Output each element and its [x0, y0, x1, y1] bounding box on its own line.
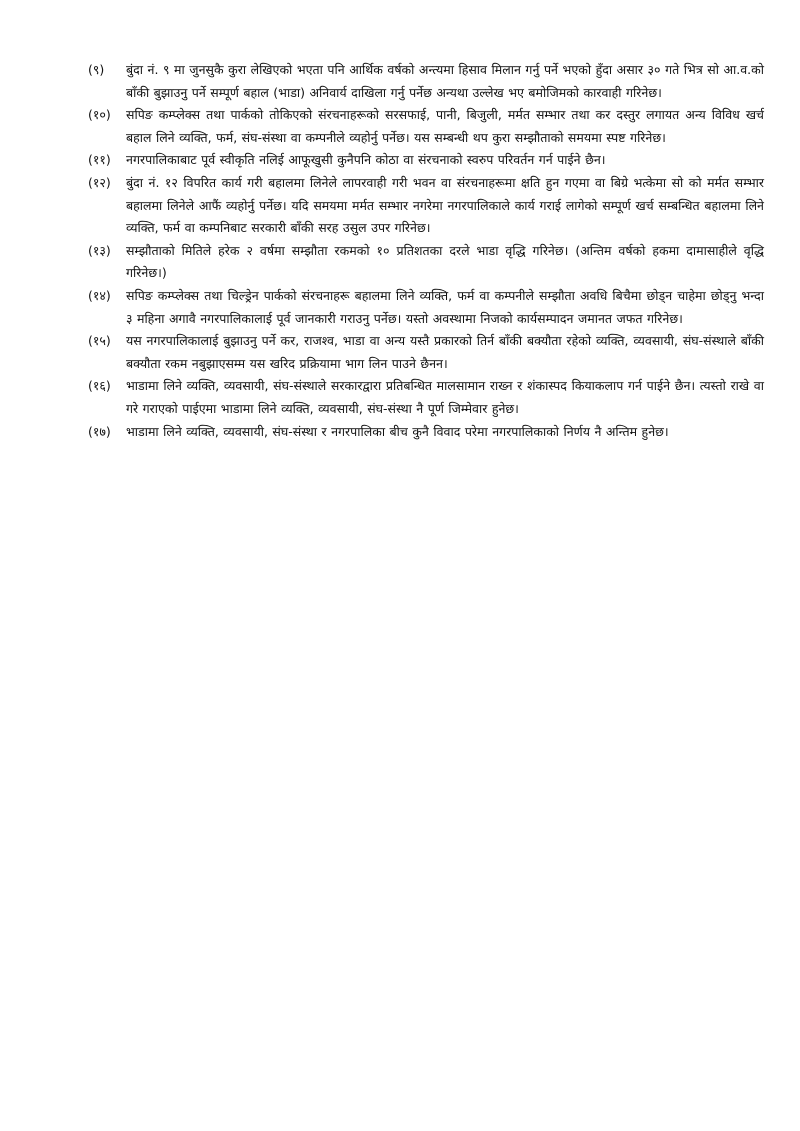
clause-number: (१५): [88, 333, 111, 349]
clause-16: [88, 375, 764, 420]
clause-number: (९): [88, 62, 105, 77]
clause-text: बुंदा नं. १२ विपरित कार्य गरी बहालमा लिनेले लापरवाही गरी भवन वा संरचनाहरूमा क्षति हुन गएमा वा बिग्रे भत्केमा सो को मर्मत सम्भार बहालमा लिनेले आफैं व्यहोर्नु पर्नेछ। यदि समयमा मर्मत सम्भार नगरेमा नगरपालिकाले कार्य गराई लागेको सम्पूर्ण खर्च सम्बन्धित बहालमा लिने व्यक्ति, फर्म वा कम्पनिबाट सरकारी बाँकी सरह उसुल उपर गरिनेछ।: [126, 174, 764, 236]
clause-number: (१४): [88, 287, 111, 303]
clause-11: [88, 149, 764, 172]
clause-text: यस नगरपालिकालाई बुझाउनु पर्ने कर, राजश्व, भाडा वा अन्य यस्तै प्रकारको तिर्न बाँकी बक्यौता रहेको व्यक्ति, व्यवसायी, संघ-संस्थाले बाँकी बक्यौता रकम नबुझाएसम्म यस खरिद प्रक्रियामा भाग लिन पाउने छैनन।: [126, 333, 764, 371]
clause-number: (१७): [88, 423, 111, 439]
clause-number: (१२): [88, 174, 111, 190]
clause-text: नगरपालिकाबाट पूर्व स्वीकृति नलिई आफूखुसी कुनैपनि कोठा वा संरचनाको स्वरुप परिवर्तन गर्न पाईने छैन।: [126, 152, 606, 168]
clause-13: [88, 240, 764, 285]
clause-14: [88, 285, 764, 330]
clause-text: सपिङ कम्प्लेक्स तथा चिल्ड्रेन पार्कको संरचनाहरू बहालमा लिने व्यक्ति, फर्म वा कम्पनीले सम्झौता अवधि बिचैमा छोड्न चाहेमा छोड्नु भन्दा ३ महिना अगावै नगरपालिकालाई पूर्व जानकारी गराउनु पर्नेछ। यस्तो अवस्थामा निजको कार्यसम्पादन जमानत जफत गरिनेछ।: [126, 287, 764, 326]
clause-number: (११): [88, 152, 111, 168]
clause-number: (१३): [88, 242, 111, 258]
clause-12: [88, 172, 764, 240]
clause-text: भाडामा लिने व्यक्ति, व्यवसायी, संघ-संस्था र नगरपालिका बीच कुनै विवाद परेमा नगरपालिकाको निर्णय नै अन्तिम हुनेछ।: [126, 423, 669, 439]
clause-9: [88, 59, 764, 104]
clause-number: (१०): [88, 107, 111, 123]
clause-15: [88, 330, 764, 375]
clause-text: सपिङ कम्प्लेक्स तथा पार्कको तोकिएको संरचनाहरूको सरसफाई, पानी, बिजुली, मर्मत सम्भार तथा कर दस्तुर लगायत अन्य विविध खर्च बहाल लिने व्यक्ति, फर्म, संघ-संस्था वा कम्पनीले व्यहोर्नु पर्नेछ। यस सम्बन्धी थप कुरा सम्झौताको समयमा स्पष्ट गरिनेछ।: [126, 107, 764, 145]
clause-number: (१६): [88, 378, 111, 394]
clause-text: बुंदा नं. ९ मा जुनसुकै कुरा लेखिएको भएता पनि आर्थिक वर्षको अन्त्यमा हिसाव मिलान गर्नु पर्ने भएको हुँदा असार ३० गते भित्र सो आ.व.को बाँकी बुझाउनु पर्ने सम्पूर्ण बहाल (भाडा) अनिवार्य दाखिला गर्नु पर्नेछ अन्यथा उल्लेख भए बमोजिमको कारवाही गरिनेछ।: [126, 62, 764, 100]
clause-10: [88, 104, 764, 149]
clause-text: सम्झौताको मितिले हरेक २ वर्षमा सम्झौता रकमको १० प्रतिशतका दरले भाडा वृद्धि गरिनेछ। (अन्तिम वर्षको हकमा दामासाहीले वृद्धि गरिनेछ।): [126, 242, 764, 281]
clause-list: [88, 59, 764, 443]
clause-text: भाडामा लिने व्यक्ति, व्यवसायी, संघ-संस्थाले सरकारद्वारा प्रतिबन्धित मालसामान राख्न र शंकास्पद कियाकलाप गर्न पाईने छैन। त्यस्तो राखे वा गरे गराएको पाईएमा भाडामा लिने व्यक्ति, व्यवसायी, संघ-संस्था नै पूर्ण जिम्मेवार हुनेछ।: [126, 378, 764, 416]
clause-17: [88, 421, 764, 444]
